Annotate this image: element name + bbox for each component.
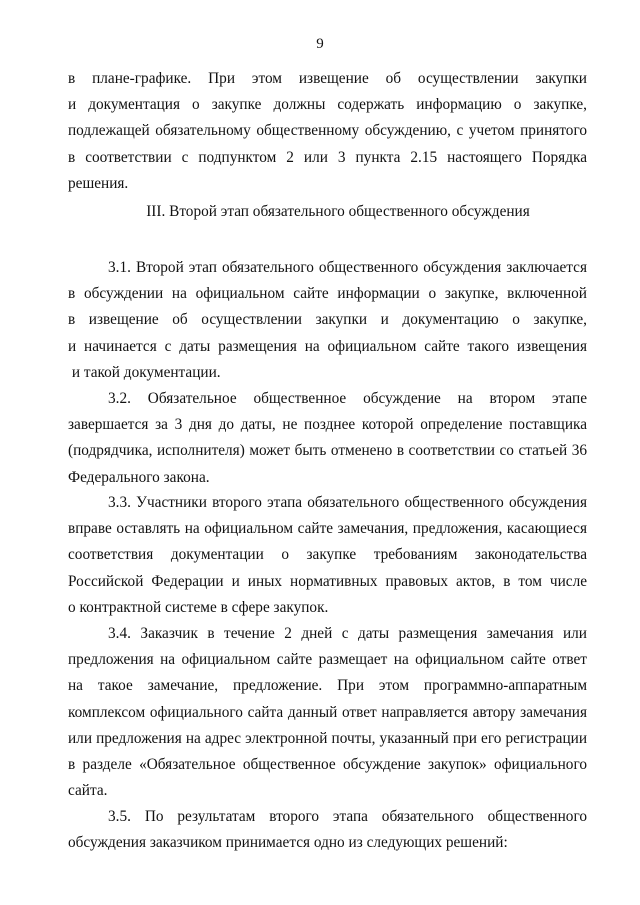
text-line: соответствия документации о закупке требованиям законодательства [68, 546, 587, 564]
text-line: сайта. [68, 782, 108, 800]
text-line: вправе оставлять на официальном сайте замечания, предложения, касающиеся [68, 520, 587, 538]
paragraph-3-1 [68, 255, 587, 386]
text-line: и начинается с даты размещения на официальном сайте такого извещения [68, 337, 587, 355]
text-line: и документация о закупке должны содержать информацию о закупке, [68, 96, 587, 114]
text-line: 3.2. Обязательное общественное обсуждение на втором этапе [108, 390, 587, 407]
text-line: в обсуждении на официальном сайте информации о закупке, включенной [68, 285, 587, 303]
paragraph-3-3 [68, 490, 587, 621]
paragraph-3-4 [68, 621, 587, 804]
paragraph-3-5 [68, 804, 587, 856]
text-line: комплексом официального сайта данный ответ направляется автору замечания [68, 703, 587, 721]
text-line: в плане-графике. При этом извещение об осуществлении закупки [68, 70, 587, 87]
text-line: в извещение об осуществлении закупки и документацию о закупке, [68, 311, 587, 329]
text-line: о контрактной системе в сфере закупок. [68, 598, 329, 616]
text-line: 3.1. Второй этап обязательного общественного обсуждения заключается [108, 259, 587, 276]
section-heading: III. Второй этап обязательного общественного обсуждения [146, 203, 530, 220]
text-line: в разделе «Обязательное общественное обсуждение закупок» официального [68, 756, 587, 774]
paragraph-3-2 [68, 386, 587, 491]
text-line: на такое замечание, предложение. При этом программно-аппаратным [68, 677, 587, 695]
text-line: 3.4. Заказчик в течение 2 дней с даты размещения замечания или [108, 625, 587, 642]
page-number: 9 [316, 36, 324, 52]
text-line: Федерального закона. [68, 468, 210, 486]
intro-paragraph [68, 66, 587, 197]
text-line: и такой документации. [68, 363, 221, 381]
text-line: (подрядчика, исполнителя) может быть отменено в соответствии со статьей 36 [68, 442, 587, 460]
text-line: завершается за 3 дня до даты, не позднее которой определение поставщика [68, 416, 587, 434]
text-line: или предложения на адрес электронной почты, указанный при его регистрации [68, 729, 587, 747]
text-line: подлежащей обязательному общественному обсуждению, с учетом принятого [68, 122, 587, 140]
text-line: в соответствии с подпунктом 2 или 3 пункта 2.15 настоящего Порядка решения. [68, 148, 587, 192]
text-line: 3.3. Участники второго этапа обязательного общественного обсуждения [108, 494, 587, 511]
text-line: Российской Федерации и иных нормативных правовых актов, в том числе [68, 572, 587, 590]
text-line: обсуждения заказчиком принимается одно из следующих решений: [68, 834, 508, 852]
text-line: 3.5. По результатам второго этапа обязательного общественного [108, 808, 587, 825]
text-line: предложения на официальном сайте размещает на официальном сайте ответ [68, 651, 587, 669]
